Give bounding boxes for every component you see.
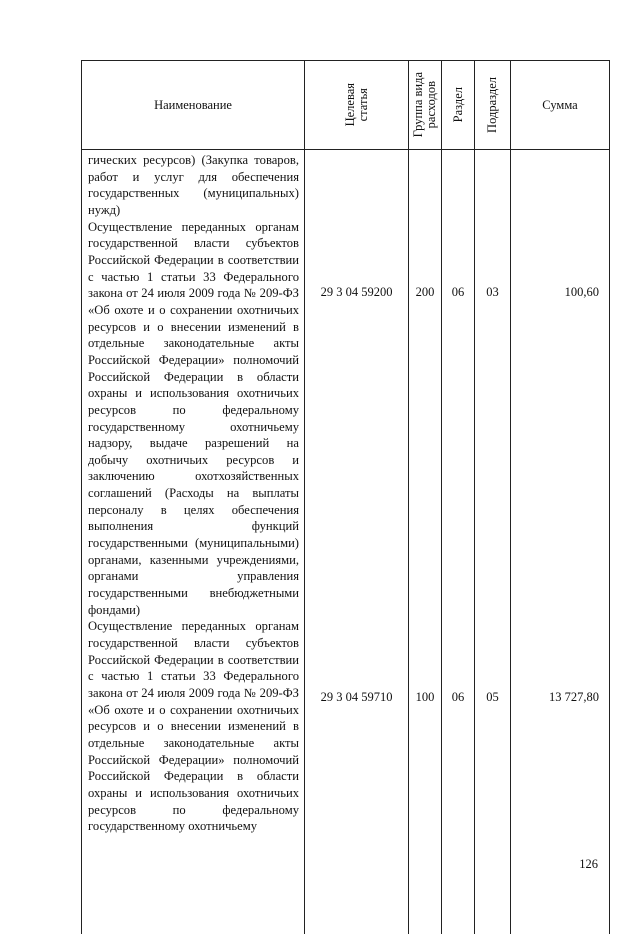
row-1-subsection: 05 xyxy=(475,689,510,706)
header-name: Наименование xyxy=(82,61,305,150)
row-0-expense-group: 200 xyxy=(409,284,441,301)
subsection-column xyxy=(475,150,511,934)
header-subsection: Подраздел xyxy=(475,61,511,150)
budget-table xyxy=(81,60,610,934)
expense-group-column xyxy=(409,150,442,934)
row-1-expense-group: 100 xyxy=(409,689,441,706)
header-amount: Сумма xyxy=(511,61,610,150)
row-1-target-article: 29 3 04 59710 xyxy=(305,689,408,706)
row-1-section: 06 xyxy=(442,689,474,706)
header-expense-group: Группа вида расходов xyxy=(409,61,442,150)
row-0-subsection: 03 xyxy=(475,284,510,301)
row-0-section: 06 xyxy=(442,284,474,301)
header-target-article: Целевая статья xyxy=(305,61,409,150)
row-0-target-article: 29 3 04 59200 xyxy=(305,284,408,301)
row-1-name: Осуществление переданных органам государственной власти субъектов Российской Федерации в соответствии с частью 1 статьи 33 Федерального закона от 24 июля 2009 года № 209-ФЗ «Об охоте и о сохранении охотничьих ресурсов и о внесении изменений в отдельные законодательные акты Российской Федерации» полномочий Российской Федерации в области охраны и использования охотничьих ресурсов по федеральному государственному охотничьему надзору, выдаче разрешений на добычу охотничьих ресурсов и заключению охотхозяйственных соглашений (Расходы на выплаты персоналу в целях обеспечения выполнения функций государственными (муниципальными) органами, казенными учреждениями, органами управления государственными внебюджетными фондами) xyxy=(88,219,299,619)
page-number: 126 xyxy=(579,857,598,872)
section-column xyxy=(442,150,475,934)
amount-column xyxy=(511,150,610,934)
target-article-column xyxy=(305,150,409,934)
name-column xyxy=(82,150,305,934)
row-0-amount: 100,60 xyxy=(511,284,609,301)
header-section: Раздел xyxy=(442,61,475,150)
table-header-row xyxy=(82,61,610,150)
row-1-amount: 13 727,80 xyxy=(511,689,609,706)
row-0-name: гических ресурсов) (Закупка товаров, работ и услуг для обеспечения государственных (муниципальных) нужд) xyxy=(88,152,299,219)
row-2-name: Осуществление переданных органам государственной власти субъектов Российской Федерации в соответствии с частью 1 статьи 33 Федерального закона от 24 июля 2009 года № 209-ФЗ «Об охоте и о сохранении охотничьих ресурсов и о внесении изменений в отдельные законодательные акты Российской Федерации» полномочий Российской Федерации в области охраны и использования охотничьих ресурсов по федеральному государственному охотничьему xyxy=(88,618,299,835)
table-body-row xyxy=(82,150,610,934)
